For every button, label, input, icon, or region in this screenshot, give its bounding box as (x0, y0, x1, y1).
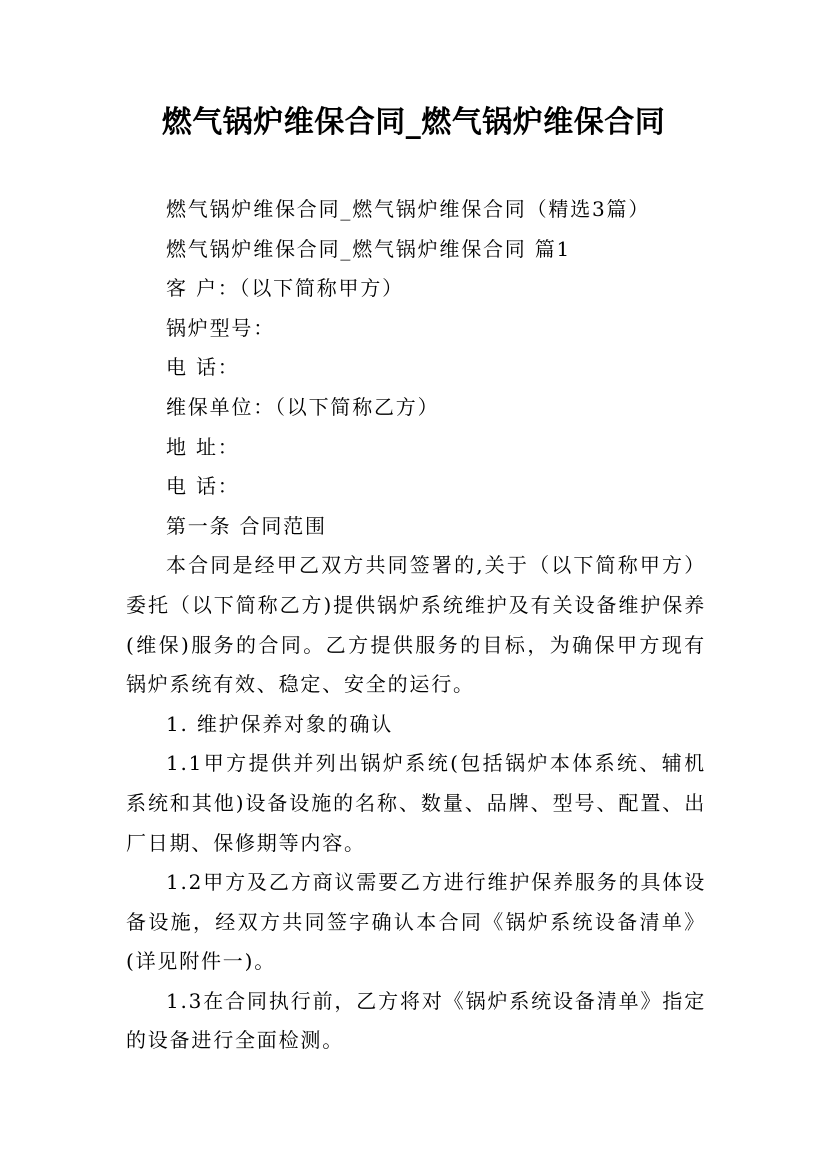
paragraph-customer-phone: 电 话： (166, 355, 240, 380)
paragraph-subtitle: 燃气锅炉维保合同_燃气锅炉维保合同（精选3篇） (166, 197, 651, 221)
paragraph-customer: 客 户：（以下简称甲方） (166, 276, 404, 301)
paragraph-address: 地 址： (166, 434, 240, 459)
paragraph-contract-scope: 本合同是经甲乙双方共同签署的,关于（以下简称甲方）委托（以下简称乙方)提供锅炉系统维护及有关设备维护保养(维保)服务的合同。乙方提供服务的目标，为确保甲方现有锅炉系统有效、稳定、安全的运行。 (126, 553, 706, 697)
paragraph-section-1: 1. 维护保养对象的确认 (166, 711, 394, 736)
paragraph-boiler-model: 锅炉型号： (166, 315, 275, 340)
paragraph-part-heading: 燃气锅炉维保合同_燃气锅炉维保合同 篇1 (166, 236, 572, 261)
paragraph-maintenance-unit: 维保单位：（以下简称乙方） (166, 394, 440, 419)
paragraph-article-one: 第一条 合同范围 (166, 513, 327, 538)
document-title: 燃气锅炉维保合同_燃气锅炉维保合同 (161, 105, 666, 140)
document-body (126, 190, 706, 1061)
paragraph-clause-1-3: 1.3在合同执行前，乙方将对《锅炉系统设备清单》指定的设备进行全面检测。 (126, 988, 706, 1053)
paragraph-unit-phone: 电 话： (166, 474, 240, 499)
paragraph-clause-1-2: 1.2甲方及乙方商议需要乙方进行维护保养服务的具体设备设施，经双方共同签字确认本合同《锅炉系统设备清单》(详见附件一)。 (126, 870, 706, 974)
paragraph-clause-1-1: 1.1甲方提供并列出锅炉系统(包括锅炉本体系统、辅机系统和其他)设备设施的名称、数量、品牌、型号、配置、出厂日期、保修期等内容。 (126, 751, 706, 855)
